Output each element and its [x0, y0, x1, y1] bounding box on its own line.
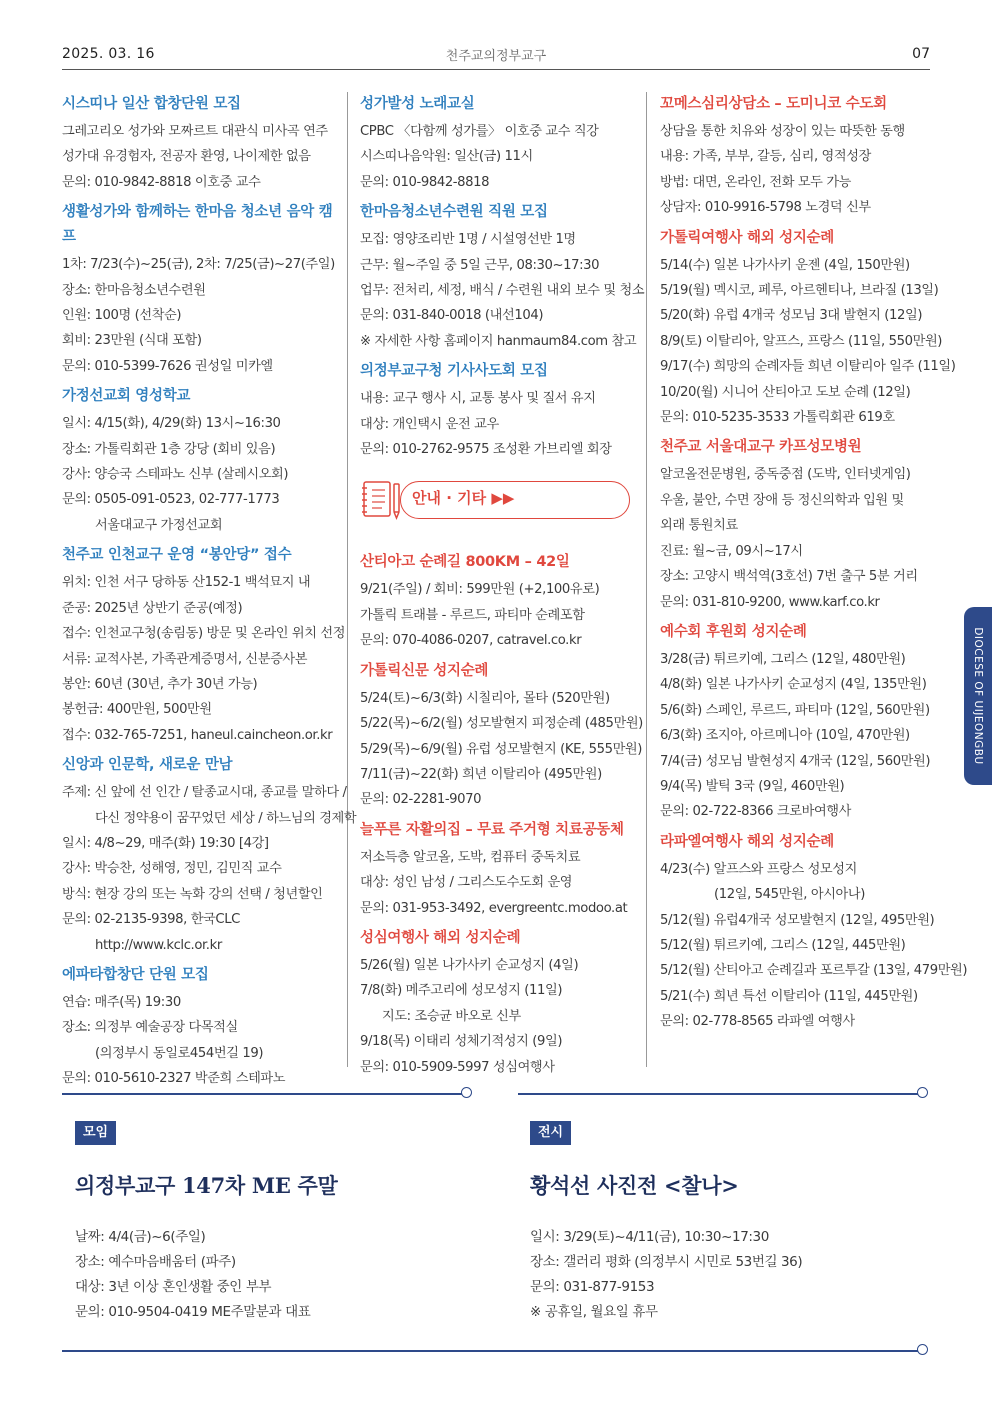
notice-line: 주제: 신 앞에 선 인간 / 탈종교시대, 종교를 말하다 / [62, 785, 347, 801]
notice-line: 5/14(수) 일본 나가사키 운젠 (4일, 150만원) [660, 257, 910, 273]
notice-line: 7/8(화) 메주고리에 성모성지 (11일) [360, 983, 563, 999]
notice-line: 5/26(월) 일본 나가사키 순교성지 (4일) [360, 957, 579, 973]
notice-line: 장소: 한마음청소년수련원 [62, 282, 206, 298]
notice-line: 5/12(월) 유럽4개국 성모발현지 (12일, 495만원) [660, 912, 935, 928]
notice-section [62, 753, 357, 958]
notice-title: 늘푸른 자활의집 – 무료 주거형 치료공동체 [360, 821, 624, 838]
notice-line: 준공: 2025년 상반기 준공(예정) [62, 600, 243, 616]
notice-line: 문의: 070-4086-0207, catravel.co.kr [360, 633, 582, 649]
notice-line: 연습: 매주(목) 19:30 [62, 994, 181, 1010]
notice-line: 5/19(월) 멕시코, 페루, 아르헨티나, 브라질 (13일) [660, 283, 939, 299]
notice-title: 가톨릭여행사 해외 성지순례 [660, 229, 834, 246]
column-divider [347, 92, 348, 1067]
issue-date: 2025. 03. 16 [62, 46, 155, 62]
notice-line: 시스띠나음악원: 일산(금) 11시 [360, 149, 533, 165]
notice-line: 강사: 박승찬, 성해영, 정민, 김민직 교수 [62, 861, 282, 877]
notice-title: 성심여행사 해외 성지순례 [360, 929, 521, 946]
notice-line: 문의: 02-2135-9398, 한국CLC [62, 912, 240, 928]
notice-section [660, 92, 935, 221]
notice-line: 서울대교구 가정선교회 [95, 517, 223, 533]
notice-line: 일시: 4/15(화), 4/29(화) 13시~16:30 [62, 416, 281, 432]
notice-line: 문의: 010-5235-3533 가톨릭회관 619호 [660, 410, 895, 426]
notice-line: 장소: 예수마음배움터 (파주) [75, 1254, 236, 1270]
notice-line: 업무: 전처리, 세정, 배식 / 수련원 내외 보수 및 청소 [360, 283, 645, 299]
notice-line: 문의: 010-9504-0419 ME주말분과 대표 [75, 1304, 311, 1320]
divider-line [518, 1093, 918, 1095]
side-tab-label: DIOCESE OF UIJEONGBU [972, 627, 984, 765]
notice-title: 라파엘여행사 해외 성지순례 [660, 833, 834, 850]
notice-line: 5/21(수) 희년 특선 이탈리아 (11일, 445만원) [660, 988, 918, 1004]
notice-line: 내용: 가족, 부부, 갈등, 심리, 영적성장 [660, 149, 871, 165]
notice-line: 장소: 고양시 백석역(3호선) 7번 출구 5분 거리 [660, 569, 918, 585]
notice-line: 인원: 100명 (선착순) [62, 308, 182, 324]
notice-line: 강사: 양승국 스테파노 신부 (살레시오회) [62, 467, 289, 483]
notice-line: 다신 정약용이 꿈꾸었던 세상 / 하느님의 경제학 [95, 810, 357, 826]
notice-line: 6/3(화) 조지아, 아르메니아 (10일, 470만원) [660, 728, 910, 744]
notice-title: 천주교 인천교구 운영 “봉안당” 접수 [62, 547, 292, 564]
column-middle [360, 92, 645, 1085]
notice-section [660, 830, 968, 1035]
notice-line: 서류: 교적사본, 가족관계증명서, 신분증사본 [62, 651, 308, 667]
notice-line: 장소: 의정부 예술공장 다목적실 [62, 1020, 238, 1036]
notice-title: 가톨릭신문 성지순례 [360, 662, 489, 679]
notice-section [62, 200, 344, 379]
notice-title: 성가발성 노래교실 [360, 96, 475, 112]
notice-title: 산티아고 순례길 800KM – 42일 [360, 554, 570, 571]
notice-line: 문의: 010-2762-9575 조성환 가브리엘 회장 [360, 442, 612, 458]
notice-line: 1차: 7/23(수)~25(금), 2차: 7/25(금)~27(주일) [62, 257, 335, 273]
diocese-side-tab [964, 607, 992, 785]
notice-line: 5/12(월) 산티아고 순례길과 포르투갈 (13일, 479만원) [660, 963, 968, 979]
notice-line: CPBC 〈다함께 성가를〉 이호중 교수 직강 [360, 124, 599, 139]
notice-line: 대상: 성인 남성 / 그리스도수도회 운영 [360, 875, 573, 891]
notice-title: 가정선교회 영성학교 [62, 388, 191, 405]
page-number: 07 [912, 46, 930, 62]
notice-line: 문의: 0505-091-0523, 02-777-1773 [62, 492, 280, 508]
notice-line: 문의: 031-877-9153 [530, 1279, 655, 1295]
notice-line: 문의: 010-5909-5997 성심여행사 [360, 1059, 555, 1075]
divider-line [62, 1093, 462, 1095]
notice-line: 장소: 갤러리 평화 (의정부시 시민로 53번길 36) [530, 1254, 803, 1270]
notice-line: 문의: 02-778-8565 라파엘 여행사 [660, 1014, 855, 1030]
column-right [660, 92, 968, 1040]
notice-title: 천주교 서울대교구 카프성모병원 [660, 439, 862, 456]
notice-line: 문의: 02-2281-9070 [360, 792, 482, 808]
notice-section [62, 963, 344, 1092]
notice-line: 방식: 현장 강의 또는 녹화 강의 선택 / 청년할인 [62, 886, 323, 902]
notice-section [62, 384, 344, 538]
notice-section [360, 659, 643, 813]
notice-line: 9/4(목) 발틱 3국 (9일, 460만원) [660, 778, 845, 794]
event-title-photo-exhibition: 황석선 사진전 <찰나> [530, 1173, 739, 1198]
notice-line: 근무: 월~주일 중 5일 근무, 08:30~17:30 [360, 257, 600, 273]
event-details-me-weekend [75, 1225, 310, 1325]
notice-line: 날짜: 4/4(금)~6(주일) [75, 1229, 206, 1245]
notice-line: 접수: 032-765-7251, haneul.caincheon.or.kr [62, 727, 333, 743]
notice-title: 꼬메스심리상담소 – 도미니코 수도회 [660, 96, 887, 112]
notice-group-top [360, 92, 645, 462]
notice-line: 4/23(수) 알프스와 프랑스 성모성지 [660, 861, 857, 877]
page-header [62, 40, 930, 70]
notice-title: 시스띠나 일산 합창단원 모집 [62, 96, 241, 112]
notice-line: 문의: 010-5399-7626 권성일 미카엘 [62, 358, 273, 374]
publication-title: 천주교의정부교구 [445, 49, 547, 64]
notice-group-bottom [360, 550, 643, 1080]
notice-section [62, 92, 344, 195]
column-left [62, 92, 357, 1097]
info-misc-banner [360, 478, 638, 520]
notice-line: 3/28(금) 튀르키예, 그리스 (12일, 480만원) [660, 651, 906, 667]
notice-line: 저소득층 알코올, 도박, 컴퓨터 중독치료 [360, 849, 581, 865]
notice-line: 10/20(월) 시니어 산티아고 도보 순례 (12일) [660, 384, 911, 400]
notice-title: 의정부교구청 기사사도회 모집 [360, 363, 548, 380]
notice-line: ※ 공휴일, 월요일 휴무 [530, 1304, 658, 1320]
notice-section [62, 543, 344, 748]
notice-line: 위치: 인천 서구 당하동 산152-1 백석묘지 내 [62, 575, 311, 591]
notice-line: 문의: 031-840-0018 (내선104) [360, 308, 544, 324]
notice-line: 5/20(화) 유럽 4개국 성모님 3대 발현지 (12일) [660, 308, 923, 324]
notice-line: 9/21(주일) / 회비: 599만원 (+2,100유로) [360, 582, 600, 598]
notice-line: 우울, 불안, 수면 장애 등 정신의학과 입원 및 [660, 492, 904, 508]
notice-line: ※ 자세한 사항 홈페이지 hanmaum84.com 참고 [360, 333, 637, 349]
notice-line: 일시: 4/8~29, 매주(화) 19:30 [4강] [62, 835, 269, 851]
notice-line: 회비: 23만원 (식대 포함) [62, 333, 202, 349]
notice-line: 9/17(수) 희망의 순례자들 희년 이탈리아 일주 (11일) [660, 359, 956, 375]
notice-line: 5/22(목)~6/2(월) 성모발현지 피정순례 (485만원) [360, 716, 643, 732]
notice-line: 문의: 010-5610-2327 박준희 스테파노 [62, 1071, 286, 1087]
notice-line: 5/12(월) 튀르키예, 그리스 (12일, 445만원) [660, 937, 906, 953]
notice-title: 생활성가와 함께하는 한마음 청소년 음악 캠프 [62, 204, 333, 246]
notice-line: 상담자: 010-9916-5798 노경덕 신부 [660, 200, 871, 216]
notice-line: 내용: 교구 행사 시, 교통 봉사 및 질서 유지 [360, 391, 596, 407]
notice-section [360, 550, 638, 653]
notice-line: 성가대 유경험자, 전공자 환영, 나이제한 없음 [62, 149, 311, 165]
notice-line: 모집: 영양조리반 1명 / 시설영선반 1명 [360, 232, 576, 248]
notice-section [360, 200, 645, 354]
notice-line: (의정부시 동일로454번길 19) [95, 1045, 264, 1061]
notice-title: 예수회 후원회 성지순례 [660, 623, 807, 640]
notice-title: 에파타합창단 단원 모집 [62, 966, 209, 983]
notice-line: 그레고리오 성가와 모짜르트 대관식 미사곡 연주 [62, 124, 328, 139]
notice-line: 문의: 010-9842-8818 이호중 교수 [62, 174, 261, 190]
notice-line: 대상: 3년 이상 혼인생활 중인 부부 [75, 1279, 272, 1295]
banner-label: 안내 · 기타 ▶▶ [412, 489, 515, 508]
notice-line: 장소: 가톨릭회관 1층 강당 (회비 있음) [62, 441, 276, 457]
event-details-photo-exhibition [530, 1225, 802, 1325]
notice-line: 외래 통원치료 [660, 518, 738, 534]
column-divider [646, 92, 647, 1067]
notice-section [660, 435, 935, 614]
notice-line: 대상: 개인택시 운전 교우 [360, 416, 499, 432]
notice-line: 상담을 통한 치유와 성장이 있는 따뜻한 동행 [660, 124, 905, 139]
notice-line: 진료: 월~금, 09시~17시 [660, 543, 803, 559]
notice-line: 알코올전문병원, 중독중점 (도박, 인터넷게임) [660, 467, 911, 483]
notice-line: 4/8(화) 일본 나가사키 순교성지 (4일, 135만원) [660, 677, 927, 693]
notice-line: 문의: 031-953-3492, evergreentc.modoo.at [360, 900, 628, 916]
notice-line: 일시: 3/29(토)~4/11(금), 10:30~17:30 [530, 1229, 769, 1245]
notice-line: 5/29(목)~6/9(월) 유럽 성모발현지 (KE, 555만원) [360, 741, 642, 757]
notice-title: 신앙과 인문학, 새로운 만남 [62, 757, 233, 774]
notice-line: http://www.kclc.or.kr [95, 937, 222, 953]
notice-line: 5/6(화) 스페인, 루르드, 파티마 (12일, 560만원) [660, 702, 930, 718]
notice-line: 지도: 조승균 바오로 신부 [382, 1008, 521, 1024]
notice-section [360, 359, 638, 462]
notice-line: 가톨릭 트래블 - 루르드, 파티마 순례포함 [360, 607, 585, 623]
event-title-me-weekend: 의정부교구 147차 ME 주말 [75, 1173, 338, 1198]
notice-line: 5/24(토)~6/3(화) 시칠리아, 몰타 (520만원) [360, 690, 610, 706]
notice-line: 7/4(금) 성모님 발현성지 4개국 (12일, 560만원) [660, 753, 931, 769]
divider-ring-icon [917, 1344, 928, 1355]
notice-line: 방법: 대면, 온라인, 전화 모두 가능 [660, 174, 851, 190]
notice-line: 문의: 031-810-9200, www.karf.co.kr [660, 594, 880, 610]
notice-section [360, 92, 638, 195]
divider-line [62, 1350, 918, 1352]
notice-line: 9/18(목) 이태리 성체기적성지 (9일) [360, 1034, 563, 1050]
notice-line: (12일, 545만원, 아시아나) [714, 887, 865, 903]
notice-line: 봉헌금: 400만원, 500만원 [62, 702, 212, 718]
notice-line: 문의: 010-9842-8818 [360, 174, 490, 190]
notice-section [360, 926, 638, 1080]
divider-ring-icon [461, 1087, 472, 1098]
notice-line: 문의: 02-722-8366 크로바여행사 [660, 804, 851, 820]
notice-section [660, 620, 935, 825]
notice-line: 8/9(토) 이탈리아, 알프스, 프랑스 (11일, 550만원) [660, 333, 943, 349]
notice-section [660, 226, 956, 431]
notebook-pen-icon [360, 478, 404, 520]
notice-line: 7/11(금)~22(화) 희년 이탈리아 (495만원) [360, 766, 602, 782]
notice-title: 한마음청소년수련원 직원 모집 [360, 204, 548, 221]
divider-ring-icon [917, 1087, 928, 1098]
notice-section [360, 818, 638, 921]
category-tag-exhibition: 전시 [530, 1121, 571, 1145]
category-tag-meeting: 모임 [75, 1121, 116, 1145]
notice-line: 봉안: 60년 (30년, 추가 30년 가능) [62, 676, 258, 692]
notice-line: 접수: 인천교구청(송림동) 방문 및 온라인 위치 선정 [62, 626, 346, 642]
